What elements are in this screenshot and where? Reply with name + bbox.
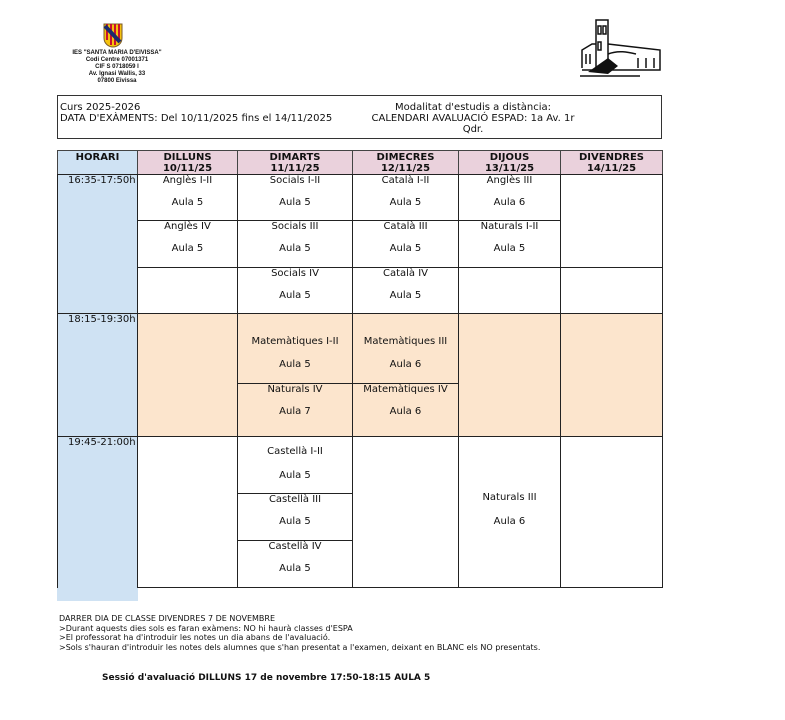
exam-cell: Castellà IV Aula 5 bbox=[237, 540, 353, 588]
empty-cell bbox=[560, 174, 663, 268]
empty-cell bbox=[458, 313, 561, 437]
exam-dates: DATA D'EXÀMENTS: Del 10/11/2025 fins el 14/11/2025 bbox=[60, 113, 333, 124]
school-cif: CIF S 0718059 I bbox=[95, 64, 139, 70]
exam-cell: Naturals I-II Aula 5 bbox=[458, 220, 561, 268]
empty-cell bbox=[352, 436, 459, 588]
course-year: Curs 2025-2026 bbox=[60, 102, 141, 113]
school-header bbox=[62, 50, 172, 85]
horari-header: HORARI bbox=[57, 150, 138, 175]
exam-cell: Matemàtiques IV Aula 6 bbox=[352, 383, 459, 437]
exam-cell: Socials IV Aula 5 bbox=[237, 267, 353, 314]
day-header-monday: DILLUNS 10/11/25 bbox=[137, 150, 238, 175]
day-header-thursday: DIJOUS 13/11/25 bbox=[458, 150, 561, 175]
exam-cell: Català I-II Aula 5 bbox=[352, 174, 459, 221]
exam-info-box bbox=[57, 95, 662, 139]
note-grades-deadline: >El professorat ha d'introduir les notes un dia abans de l'avaluació. bbox=[59, 633, 331, 642]
time-slot-1: 16:35-17:50h bbox=[57, 174, 138, 314]
note-last-day: DARRER DIA DE CLASSE DIVENDRES 7 DE NOVEMBRE bbox=[59, 614, 275, 623]
church-drawing bbox=[578, 18, 663, 80]
exam-cell: Socials I-II Aula 5 bbox=[237, 174, 353, 221]
evaluation-session: Sessió d'avaluació DILLUNS 17 de novembre 17:50-18:15 AULA 5 bbox=[102, 673, 431, 683]
exam-cell: Matemàtiques III Aula 6 bbox=[352, 313, 459, 384]
school-code: Codi Centre 07001371 bbox=[85, 57, 149, 63]
exam-cell: Català IV Aula 5 bbox=[352, 267, 459, 314]
note-blank-grades: >Sols s'hauran d'introduir les notes dels alumnes que s'han presentat a l'examen, deixant en BLANC els NO presentats. bbox=[59, 642, 541, 652]
exam-cell: Anglès I-II Aula 5 bbox=[137, 174, 238, 221]
day-header-friday: DIVENDRES 14/11/25 bbox=[560, 150, 663, 175]
empty-cell bbox=[560, 436, 663, 588]
exam-cell: Anglès IV Aula 5 bbox=[137, 220, 238, 268]
exam-cell: Socials III Aula 5 bbox=[237, 220, 353, 268]
note-exams-only: >Durant aquests dies sols es faran exàmens: NO hi haurà classes d'ESPA bbox=[59, 623, 353, 633]
exam-cell: Matemàtiques I-II Aula 5 bbox=[237, 313, 353, 384]
empty-cell bbox=[137, 436, 238, 588]
exam-cell: Castellà I-II Aula 5 bbox=[237, 436, 353, 494]
time-slot-3: 19:45-21:00h bbox=[57, 436, 138, 588]
school-city: 07800 Eivissa bbox=[97, 78, 137, 84]
calendar-title: CALENDARI AVALUACIÓ ESPAD: 1a Av. 1r Qdr. bbox=[371, 113, 575, 135]
school-address: Av. Ignasi Wallis, 33 bbox=[88, 71, 146, 77]
empty-cell bbox=[458, 267, 561, 314]
empty-cell bbox=[137, 267, 238, 314]
day-header-tuesday: DIMARTS 11/11/25 bbox=[237, 150, 353, 175]
coat-of-arms-logo bbox=[103, 23, 123, 48]
notes bbox=[59, 614, 540, 652]
exam-cell: Anglès III Aula 6 bbox=[458, 174, 561, 221]
exam-cell: Català III Aula 5 bbox=[352, 220, 459, 268]
day-header-wednesday: DIMECRES 12/11/25 bbox=[352, 150, 459, 175]
study-modality: Modalitat d'estudis a distància: bbox=[395, 102, 551, 113]
exam-cell: Castellà III Aula 5 bbox=[237, 493, 353, 541]
exam-cell: Naturals IV Aula 7 bbox=[237, 383, 353, 437]
school-name: IES "SANTA MARIA D'EIVISSA" bbox=[72, 50, 162, 56]
exam-cell: Naturals III Aula 6 bbox=[458, 436, 561, 588]
empty-cell bbox=[560, 267, 663, 314]
time-slot-2: 18:15-19:30h bbox=[57, 313, 138, 437]
